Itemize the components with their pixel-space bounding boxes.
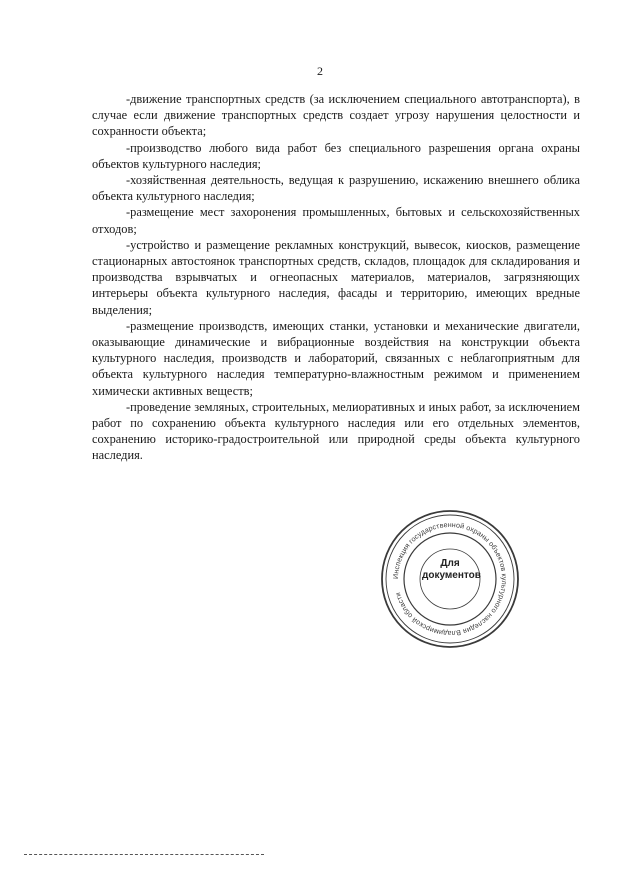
seal-center-line-1: Для [440, 558, 460, 569]
paragraph: -размещение производств, имеющих станки, установки и механические двигатели, оказывающие динамические и вибрационные воздействия на конструкции объекта культурного наследия, производств и лабораторий, связанных с неблагоприятным для объекта культурного наследия температурно-влажностным режимом и применением химически активных веществ; [92, 318, 580, 398]
footer-divider [24, 854, 264, 856]
paragraph: -устройство и размещение рекламных конструкций, вывесок, киосков, размещение стационарных автостоянок транспортных средств, складов, площадок для складирования и производства взрывчатых и огнеопасных материалов, материалов, загрязняющих интерьеры объекта культурного наследия, фасады и территорию, имеющих вредные выделения; [92, 237, 580, 317]
paragraph: -проведение земляных, строительных, мелиоративных и иных работ, за исключением работ по сохранению объекта культурного наследия или его отдельных элементов, сохранению историко-градостроительной или природной среды объекта культурного наследия. [92, 399, 580, 463]
page-number: 2 [317, 64, 323, 78]
paragraph: -движение транспортных средств (за исключением специального автотранспорта), в случае если движение транспортных средств создает угрозу нарушения целостности и сохранности объекта; [92, 92, 580, 139]
paragraph: -производство любого вида работ без специального разрешения органа охраны объектов культурного наследия; [92, 140, 580, 171]
official-seal-stamp [379, 508, 521, 650]
seal-ring-text: Инспекция государственной охраны объектов культурного наследия Владимирской области [391, 520, 509, 638]
restrictions-list [92, 91, 580, 464]
paragraph: -хозяйственная деятельность, ведущая к разрушению, искажению внешнего облика объекта культурного наследия; [92, 173, 580, 204]
seal-center-line-2: документов [422, 570, 481, 581]
paragraph: -размещение мест захоронения промышленных, бытовых и сельскохозяйственных отходов; [92, 205, 580, 236]
seal-center-text [422, 558, 481, 582]
